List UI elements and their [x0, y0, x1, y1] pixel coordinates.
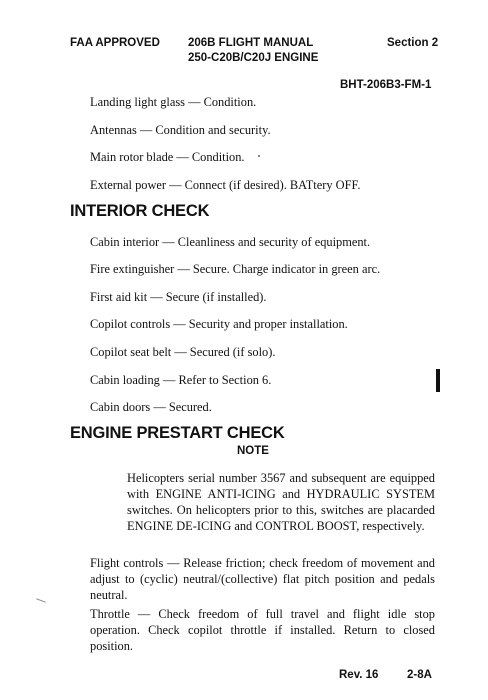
list-item: Flight controls — Release friction; check freedom of movement and adjust to (cyclic) neutral/(collective) flat pitch position and pedals neutral. [90, 556, 435, 602]
list-item: Main rotor blade — Condition. [90, 150, 245, 164]
list-item: External power — Connect (if desired). BATtery OFF. [90, 178, 361, 192]
section-heading-interior: INTERIOR CHECK [70, 202, 210, 220]
list-item: Landing light glass — Condition. [90, 95, 257, 109]
footer-revision: Rev. 16 [339, 669, 379, 681]
scan-mark [36, 598, 46, 602]
list-item: Fire extinguisher — Secure. Charge indicator in green arc. [90, 262, 381, 276]
header-section: Section 2 [387, 37, 439, 49]
footer-page-number: 2-8A [407, 669, 432, 681]
list-item: Antennas — Condition and security. [90, 123, 271, 137]
section-heading-engine-prestart: ENGINE PRESTART CHECK [70, 424, 285, 442]
list-item: Cabin loading — Refer to Section 6. [90, 373, 272, 387]
header-doc-id: BHT-206B3-FM-1 [340, 79, 432, 91]
list-item: Cabin interior — Cleanliness and security of equipment. [90, 235, 371, 249]
note-title: NOTE [237, 445, 269, 457]
header-approval: FAA APPROVED [70, 37, 160, 49]
list-item: Cabin doors — Secured. [90, 400, 212, 414]
list-item: Copilot seat belt — Secured (if solo). [90, 345, 276, 359]
list-item: Throttle — Check freedom of full travel and flight idle stop operation. Check copilot throttle if installed. Return to closed position. [90, 607, 435, 653]
header-manual-title: 206B FLIGHT MANUAL [188, 37, 314, 49]
header-engine: 250-C20B/C20J ENGINE [188, 52, 319, 64]
list-item: First aid kit — Secure (if installed). [90, 290, 267, 304]
revision-change-bar [436, 369, 440, 392]
list-item: Copilot controls — Security and proper installation. [90, 317, 348, 331]
scan-speck [258, 155, 260, 157]
note-text: Helicopters serial number 3567 and subsequent are equipped with ENGINE ANTI-ICING and HYDRAULIC SYSTEM switches. On helicopters prior to this, switches are placarded ENGINE DE-ICING and CONTROL BOOST, respectively. [127, 471, 435, 533]
